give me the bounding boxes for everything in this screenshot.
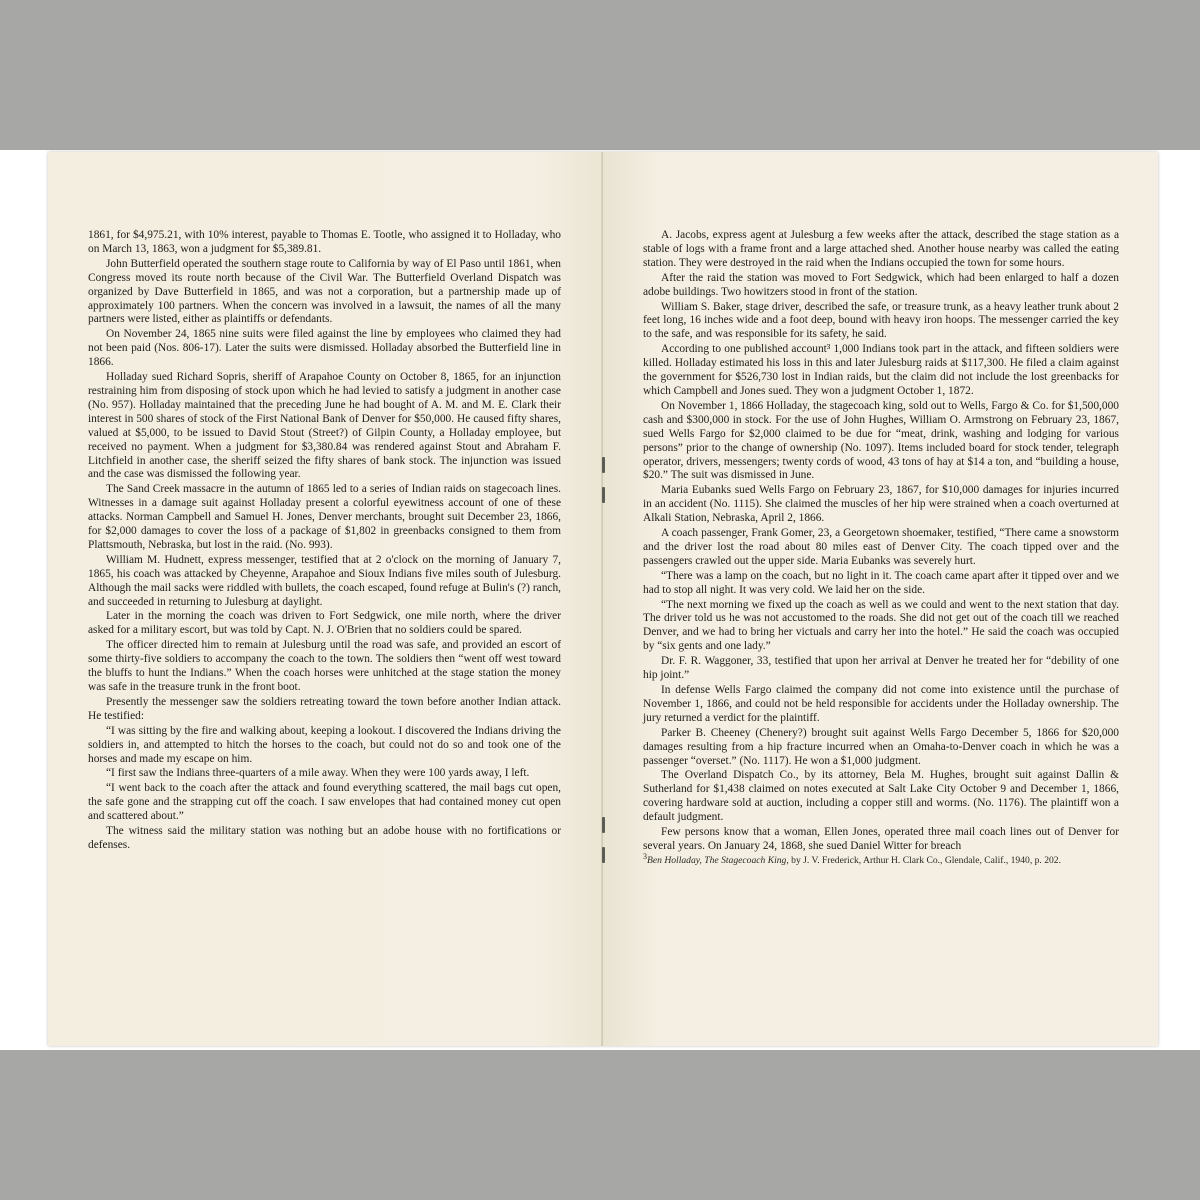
left-page	[48, 152, 602, 1046]
paragraph: Parker B. Cheeney (Chenery?) brought suit against Wells Fargo December 5, 1866 for $20,000 damages resulting from a hip fracture incurred when an Omaha-to-Denver coach in which he was a passenger “overset.” (No. 1117). He won a $1,000 judgment.	[643, 726, 1119, 767]
paragraph: Holladay sued Richard Sopris, sheriff of Arapahoe County on October 8, 1865, for an injunction restraining him from disposing of stock upon which he had levied to satisfy a judgment in another case (No. 957). Holladay maintained that the preceding June he had bought of A. M. and M. E. Clark their interest in 500 shares of stock of the First National Bank of Denver for $50,000. He caused fifty shares, valued at $5,000, to be issued to David Stout (Street?) of Gilpin County, a Holladay employee, but received no payment. When a judgment for $3,380.84 was rendered against Stout and Abraham F. Litchfield in another case, the sheriff seized the fifty shares of bank stock. The injunction was issued and the case was dismissed the following year.	[88, 371, 561, 481]
paragraph: On November 24, 1865 nine suits were filed against the line by employees who claimed they had not been paid (Nos. 806-17). Later the suits were dismissed. Holladay absorbed the Butterfield line in 1866.	[88, 328, 561, 369]
top-background-band	[0, 0, 1200, 150]
paragraph: In defense Wells Fargo claimed the company did not come into existence until the purchase of November 1, 1866, and could not be held responsible for accidents under the Holladay ownership. The jury returned a verdict for the plaintiff.	[643, 684, 1119, 724]
paragraph: The witness said the military station was nothing but an adobe house with no fortifications or defenses.	[88, 825, 561, 851]
paragraph: William S. Baker, stage driver, described the safe, or treasure trunk, as a heavy leather trunk about 2 feet long, 16 inches wide and a foot deep, bound with heavy iron hoops. The messenger carried the key to the safe, and was responsible for its safety, he said.	[643, 300, 1119, 341]
paragraph: “There was a lamp on the coach, but no light in it. The coach came apart after it tipped over and we had to stop all night. It was very cold. We laid her on the side.	[643, 569, 1119, 596]
paragraph: “I first saw the Indians three-quarters of a mile away. When they were 100 yards away, I left.	[106, 767, 530, 780]
paragraph: Presently the messenger saw the soldiers retreating toward the town before another Indian attack. He testified:	[88, 695, 561, 722]
footnote	[643, 851, 1119, 867]
paragraph: “I went back to the coach after the attack and found everything scattered, the mail bags cut open, the safe gone and the strapping cut off the coach. I saw envelopes that had contained money cut open and scattered about.”	[88, 782, 561, 823]
paragraph: William M. Hudnett, express messenger, testified that at 2 o'clock on the morning of January 7, 1865, his coach was attacked by Cheyenne, Arapahoe and Sioux Indians five miles south of Julesburg. Although the mail sacks were riddled with bullets, the coach escaped, found refuge at Bulin's (?) ranch, and succeeded in returning to Julesburg at daylight.	[88, 553, 561, 608]
paragraph: On November 1, 1866 Holladay, the stagecoach king, sold out to Wells, Fargo & Co. for $1,500,000 cash and $300,000 in stock. For the use of John Hughes, William O. Armstrong on February 23, 1867, sued Wells Fargo for $2,000 claimed to be due for “meat, drink, washing and lodging for various persons” prior to the change of ownership (No. 1097). Items included board for stock tender, telegraph operator, drivers, messengers; twenty cords of wood, 43 tons of hay at $14 a ton, and “building a house, $20.” The suit was dismissed in June.	[643, 399, 1119, 482]
bottom-background-band	[0, 1050, 1200, 1200]
left-page-text	[88, 229, 561, 854]
paragraph: Later in the morning the coach was driven to Fort Sedgwick, one mile north, where the driver asked for a military escort, but was told by Capt. N. J. O'Brien that no soldiers could be spared.	[88, 610, 561, 637]
paragraph: Dr. F. R. Waggoner, 33, testified that upon her arrival at Denver he treated her for “debility of one hip joint.”	[643, 655, 1119, 682]
paragraph: 1861, for $4,975.21, with 10% interest, payable to Thomas E. Tootle, who assigned it to Holladay, who on March 13, 1863, won a judgment for $5,389.81.	[88, 229, 561, 255]
paragraph: Maria Eubanks sued Wells Fargo on February 23, 1867, for $10,000 damages for injuries incurred in an accident (No. 1115). She claimed the muscles of her hip were strained when a coach overturned at Alkali Station, Nebraska, April 2, 1866.	[643, 484, 1119, 525]
right-page	[603, 152, 1158, 1046]
paragraph: A. Jacobs, express agent at Julesburg a few weeks after the attack, described the stage station as a stable of logs with a frame front and a large attached shed. Another house nearby was called the eating station. They were destroyed in the raid when the Indians occupied the town for some hours.	[643, 229, 1119, 269]
paragraph: The Sand Creek massacre in the autumn of 1865 led to a series of Indian raids on stagecoach lines. Witnesses in a damage suit against Holladay present a colorful eyewitness account of one of these attacks. Norman Campbell and Samuel H. Jones, Denver merchants, brought suit December 23, 1866, for $2,000 damages to cover the loss of a package of $1,802 in greenbacks consigned to them from Plattsmouth, Nebraska, but lost in the raid. (No. 993).	[88, 483, 561, 551]
footnote-citation: by J. V. Frederick, Arthur H. Clark Co., Glendale, Calif., 1940, p. 202.	[788, 854, 1062, 866]
staple-lower	[598, 817, 608, 897]
paragraph: According to one published account³ 1,000 Indians took part in the attack, and fifteen soldiers were killed. Holladay estimated his loss in this and later Julesburg raids at $117,300. He filed a claim against the government for $526,730 lost in Indian raids, but the claim did not include the lost greenbacks for which Campbell and Jones sued. They won a judgment October 1, 1872.	[643, 343, 1119, 397]
paragraph: A coach passenger, Frank Gomer, 23, a Georgetown shoemaker, testified, “There came a snowstorm and the driver lost the road about 80 miles east of Denver City. The coach tipped over and the passengers crawled out the upper side. Maria Eubanks was severely hurt.	[643, 527, 1119, 567]
footnote-marker: 3	[643, 851, 647, 861]
staple-upper	[598, 457, 608, 537]
paragraph: “The next morning we fixed up the coach as well as we could and went to the next station that day. The driver told us he was not accustomed to the roads. She did not get out of the coach till we reached Denver, and we had to bring her victuals and carry her into the hotel.” He said the coach was occupied by “six gents and one lady.”	[643, 598, 1119, 653]
paragraph: Few persons know that a woman, Ellen Jones, operated three mail coach lines out of Denver for several years. On January 24, 1868, she sued Daniel Witter for breach	[643, 826, 1119, 852]
footnote-book-title: Ben Holladay, The Stagecoach King,	[647, 854, 789, 866]
paragraph: The Overland Dispatch Co., by its attorney, Bela M. Hughes, brought suit against Dallin & Sutherland for $1,438 claimed on notes executed at Salt Lake City October 9 and December 1, 1866, covering hardware sold at auction, including a copper still and worms. (No. 1176). The plaintiff won a default judgment.	[643, 769, 1119, 824]
paragraph: “I was sitting by the fire and walking about, keeping a lookout. I discovered the Indians driving the soldiers in, and attempted to hitch the horses to the coach, but could not do so and took one of the horses and made my escape on him.	[88, 724, 561, 765]
paragraph: After the raid the station was moved to Fort Sedgwick, which had been enlarged to half a dozen adobe buildings. Two howitzers stood in front of the station.	[643, 271, 1119, 298]
paragraph: The officer directed him to remain at Julesburg until the road was safe, and provided an escort of some thirty-five soldiers to accompany the coach to the town. The soldiers then “went off west toward the bluffs to hunt the Indians.” When the coach horses were unhitched at the stage station the money was safe in the treasure trunk in the front boot.	[88, 639, 561, 693]
paragraph: John Butterfield operated the southern stage route to California by way of El Paso until 1861, when Congress moved its route north because of the Civil War. The Butterfield Overland Dispatch was organized by Dave Butterfield in 1865, and was not a corporation, but a partnership made up of approximately 100 partners. When the concern was involved in a lawsuit, the names of all the many partners were listed, either as plaintiffs or defendants.	[88, 257, 561, 326]
open-booklet	[48, 152, 1158, 1046]
right-page-text	[643, 229, 1119, 866]
